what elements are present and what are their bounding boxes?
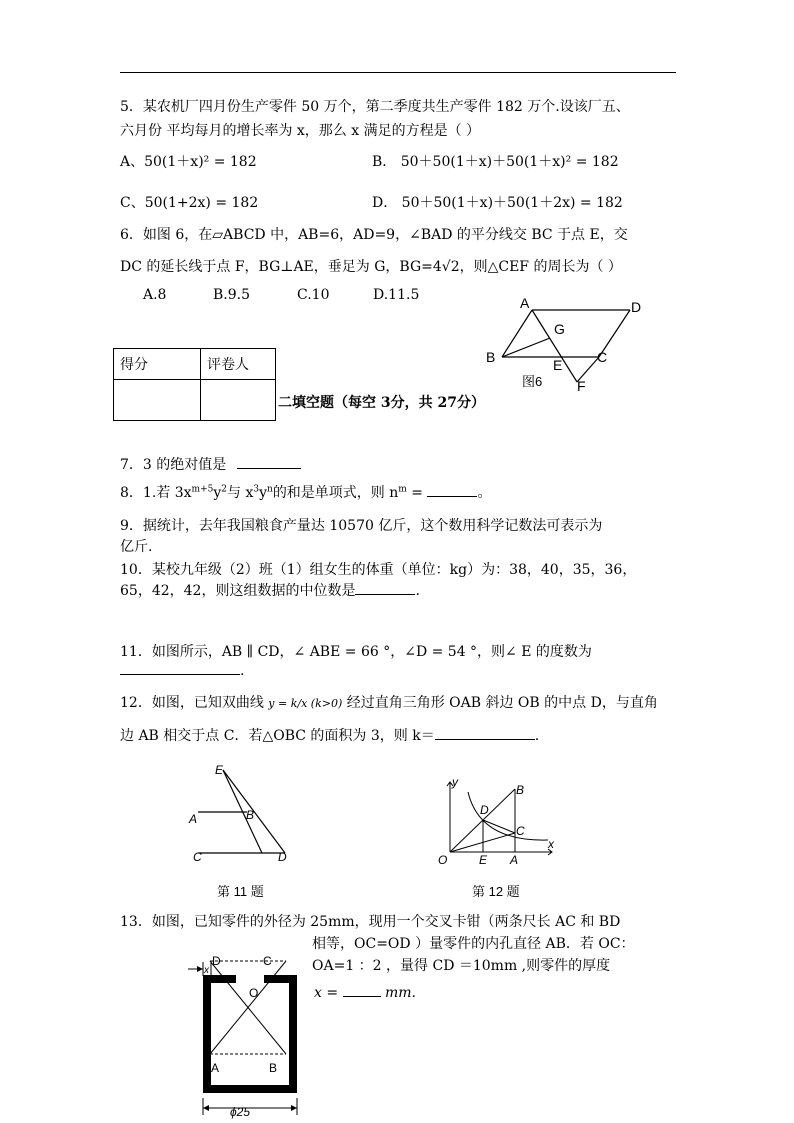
q13-answer-blank[interactable] [343, 996, 381, 997]
q8-post: = [406, 485, 424, 501]
q9-line1: 9．据统计，去年我国粮食产量达 10570 亿斤，这个数用科学记数法可表示为 [120, 518, 603, 534]
q11-line2 [120, 663, 244, 679]
q8-pre: 8．1.若 3x [120, 485, 192, 501]
grader-cell[interactable] [201, 380, 276, 421]
fig13-label-d: D [212, 954, 221, 968]
q10-line2-text: 65，42，42，则这组数据的中位数是 [120, 583, 356, 599]
header-rule [120, 72, 676, 73]
q13-line1: 13．如图，已知零件的外径为 25mm，现用一个交叉卡钳（两条尺长 AC 和 BD [120, 914, 621, 930]
section-title: 二填空题（每空 3分，共 27分） [278, 395, 485, 411]
fig13-label-diameter: ϕ25 [230, 1105, 251, 1119]
q8-mid4: 的和是单项式，则 n [272, 485, 399, 501]
q12-answer-blank[interactable] [435, 739, 535, 740]
figure-13 [178, 950, 308, 1120]
fig13-label-a: A [211, 1061, 220, 1075]
fig6-label-e: E [553, 357, 563, 373]
q11-end: . [240, 663, 245, 679]
q12-line2 [120, 725, 539, 745]
q11-line1: 11．如图所示，AB ∥ CD，∠ ABE = 66 °，∠D = 54 °，则∠ E 的度数为 [120, 644, 592, 660]
fig13-label-c: C [263, 954, 272, 968]
q5-line2: 六月份 平均每月的增长率为 x，那么 x 满足的方程是（ ） [120, 123, 481, 139]
fig12-label-e: E [479, 853, 488, 867]
q13-line3: OA=1 ：2 ，量得 CD ＝10mm ,则零件的厚度 [312, 958, 611, 974]
q8-sup3: 3 [253, 484, 260, 495]
q12-line2-text: 边 AB 相交于点 C．若△OBC 的面积为 3，则 k＝ [120, 728, 435, 744]
q8 [120, 482, 491, 502]
q7 [120, 454, 301, 474]
fig12-label-a: A [510, 853, 519, 867]
q8-mid1: y [213, 485, 222, 501]
fig6-label-d: D [631, 299, 642, 315]
fig12-label-b: B [516, 783, 525, 797]
q12-line1 [120, 692, 658, 712]
q8-sup4: n [267, 484, 273, 495]
q7-answer-blank[interactable] [237, 468, 301, 469]
fig11-label-e: E [215, 763, 224, 777]
score-cell[interactable] [114, 380, 201, 421]
q8-sup5: m [398, 484, 407, 495]
q10-line2 [120, 580, 420, 600]
fig12-label-o: O [438, 853, 448, 867]
q9-line2: 亿斤. [120, 539, 153, 555]
q13-line4 [314, 985, 416, 1001]
q6-option-b: B.9.5 [213, 287, 251, 303]
fig11-caption: 第 11 题 [217, 884, 264, 899]
fig12-label-x: x [548, 837, 554, 851]
fig12-label-d: D [480, 803, 489, 817]
q5-option-a: A、50(1＋x)² = 182 [120, 154, 257, 170]
grader-header: 评卷人 [201, 349, 276, 380]
fig12-label-y: y [452, 775, 458, 789]
q11-answer-blank[interactable] [120, 674, 240, 675]
q13-x-label: x = [314, 985, 339, 1001]
q8-answer-blank[interactable] [427, 496, 477, 497]
figure-11 [185, 760, 305, 900]
fig6-label-b: B [486, 349, 496, 365]
fig11-label-b: B [246, 808, 255, 822]
q12-post: 经过直角三角形 OAB 斜边 OB 的中点 D，与直角 [346, 695, 658, 711]
q8-sup2: 2 [221, 484, 227, 495]
q5-option-c: C、50(1+2x) = 182 [120, 195, 259, 211]
q6-line2: DC 的延长线于点 F，BG⊥AE，垂足为 G，BG=4√2，则△CEF 的周长为（ ） [120, 259, 622, 275]
q7-text: 7．3 的绝对值是 [120, 457, 227, 473]
q10-end: . [415, 583, 420, 599]
fig6-caption: 图6 [522, 374, 543, 389]
q6-option-a: A.8 [143, 287, 167, 303]
fig6-label-a: A [520, 295, 530, 311]
q5-option-d: D． 50＋50(1＋x)＋50(1＋2x) = 182 [372, 195, 623, 211]
score-header: 得分 [114, 349, 201, 380]
q8-mid3: y [259, 485, 268, 501]
fig11-label-d: D [278, 850, 287, 864]
fig11-label-c: C [193, 850, 202, 864]
score-table [113, 348, 276, 421]
fig13-label-b: B [269, 1061, 278, 1075]
q6-line1: 6．如图 6，在▱ABCD 中，AB=6，AD=9，∠BAD 的平分线交 BC 于点 E，交 [120, 227, 628, 243]
figure-12 [430, 772, 570, 900]
q8-sup1: m+5 [191, 484, 214, 495]
q13-line2: 相等，OC=OD ）量零件的内孔直径 AB．若 OC： [312, 936, 635, 952]
q8-mid2: 与 x [227, 485, 254, 501]
q8-end: 。 [477, 485, 492, 501]
figure-6 [480, 290, 660, 394]
q10-line1: 10．某校九年级（2）班（1）组女生的体重（单位：kg）为：38，40，35，36， [120, 562, 637, 578]
fig13-label-o: O [249, 986, 259, 1000]
fig6-label-f: F [577, 378, 586, 394]
q6-option-d: D.11.5 [373, 287, 420, 303]
fig12-label-c: C [516, 824, 525, 838]
fig12-caption: 第 12 题 [472, 884, 520, 899]
q12-end: . [534, 728, 540, 744]
fig6-label-g: G [554, 321, 565, 337]
fig6-label-c: C [597, 349, 608, 365]
q5-option-b: B． 50＋50(1＋x)＋50(1＋x)² = 182 [372, 154, 619, 170]
q12-formula: y = k/x (k>0) [268, 697, 343, 710]
q12-pre: 12．如图，已知双曲线 [120, 695, 264, 711]
q10-answer-blank[interactable] [355, 594, 415, 595]
fig11-label-a: A [189, 812, 198, 826]
fig13-label-x: x [204, 965, 209, 976]
q13-unit: mm. [384, 985, 416, 1001]
q6-option-c: C.10 [297, 287, 330, 303]
q5-line1: 5．某农机厂四月份生产零件 50 万个，第二季度共生产零件 182 万个.设该厂五、 [120, 99, 630, 115]
